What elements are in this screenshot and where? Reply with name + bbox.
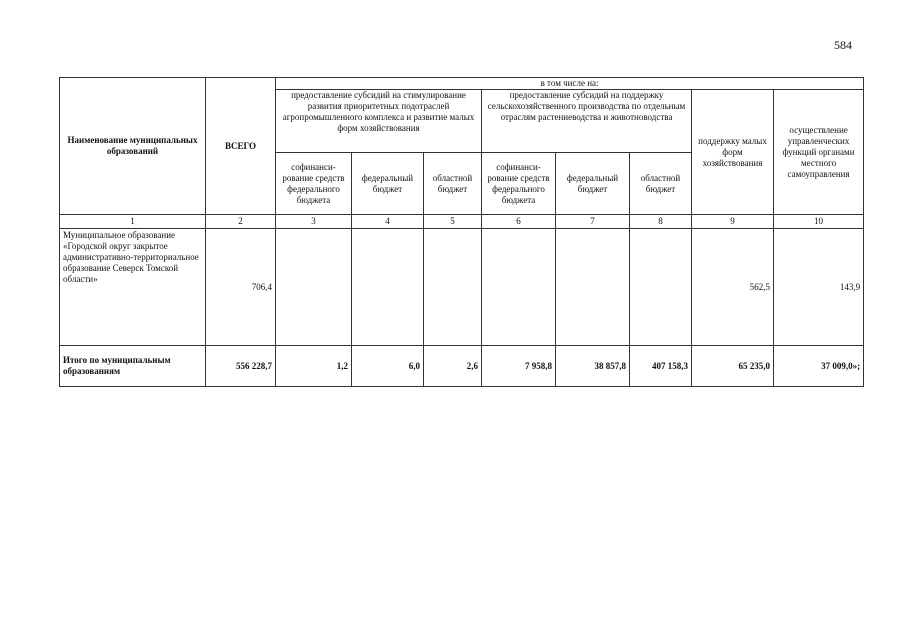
total-value: 65 235,0 (692, 346, 774, 387)
header-cofin-2: софинанси-рование средств федерального бюджета (482, 153, 556, 215)
header-federal-2: федеральный бюджет (556, 153, 630, 215)
header-including: в том числе на: (276, 78, 864, 90)
header-group-2: предоставление субсидий на поддержку сельскохозяйственного производства по отдельным отраслям растениеводства и животноводства (482, 90, 692, 153)
column-number-row (60, 215, 864, 229)
row-value: 143,9 (774, 229, 864, 346)
column-number: 6 (482, 215, 556, 229)
column-number: 9 (692, 215, 774, 229)
row-value (424, 229, 482, 346)
total-value: 37 009,0»; (774, 346, 864, 387)
total-value: 407 158,3 (630, 346, 692, 387)
row-value (352, 229, 424, 346)
row-value (276, 229, 352, 346)
header-group-1: предоставление субсидий на стимулирование развития приоритетных подотраслей агропромышленного комплекса и развитие малых форм хозяйствования (276, 90, 482, 153)
header-regional-2: областной бюджет (630, 153, 692, 215)
row-value: 562,5 (692, 229, 774, 346)
column-number: 4 (352, 215, 424, 229)
page-number: 584 (834, 38, 852, 52)
total-value: 7 958,8 (482, 346, 556, 387)
column-number: 7 (556, 215, 630, 229)
row-value (556, 229, 630, 346)
column-number: 1 (60, 215, 206, 229)
row-value (630, 229, 692, 346)
row-name: Муниципальное образование «Городской округ закрытое административно-территориальное образование Северск Томской области» (60, 229, 206, 346)
total-value: 1,2 (276, 346, 352, 387)
total-value: 38 857,8 (556, 346, 630, 387)
header-col-10: осуществление управленческих функций органами местного самоуправления (774, 90, 864, 215)
row-value (482, 229, 556, 346)
total-value: 2,6 (424, 346, 482, 387)
table-row (60, 229, 864, 346)
header-name: Наименование муниципальных образований (60, 78, 206, 215)
total-row (60, 346, 864, 387)
column-number: 3 (276, 215, 352, 229)
budget-table (59, 77, 864, 387)
total-value: 6,0 (352, 346, 424, 387)
header-federal-1: федеральный бюджет (352, 153, 424, 215)
total-value: 556 228,7 (206, 346, 276, 387)
column-number: 5 (424, 215, 482, 229)
column-number: 10 (774, 215, 864, 229)
column-number: 8 (630, 215, 692, 229)
header-cofin-1: софинанси-рование средств федерального бюджета (276, 153, 352, 215)
row-value: 706,4 (206, 229, 276, 346)
total-name: Итого по муниципальным образованиям (60, 346, 206, 387)
header-total: ВСЕГО (206, 78, 276, 215)
column-number: 2 (206, 215, 276, 229)
header-col-9: поддержку малых форм хозяйствования (692, 90, 774, 215)
header-regional-1: областной бюджет (424, 153, 482, 215)
